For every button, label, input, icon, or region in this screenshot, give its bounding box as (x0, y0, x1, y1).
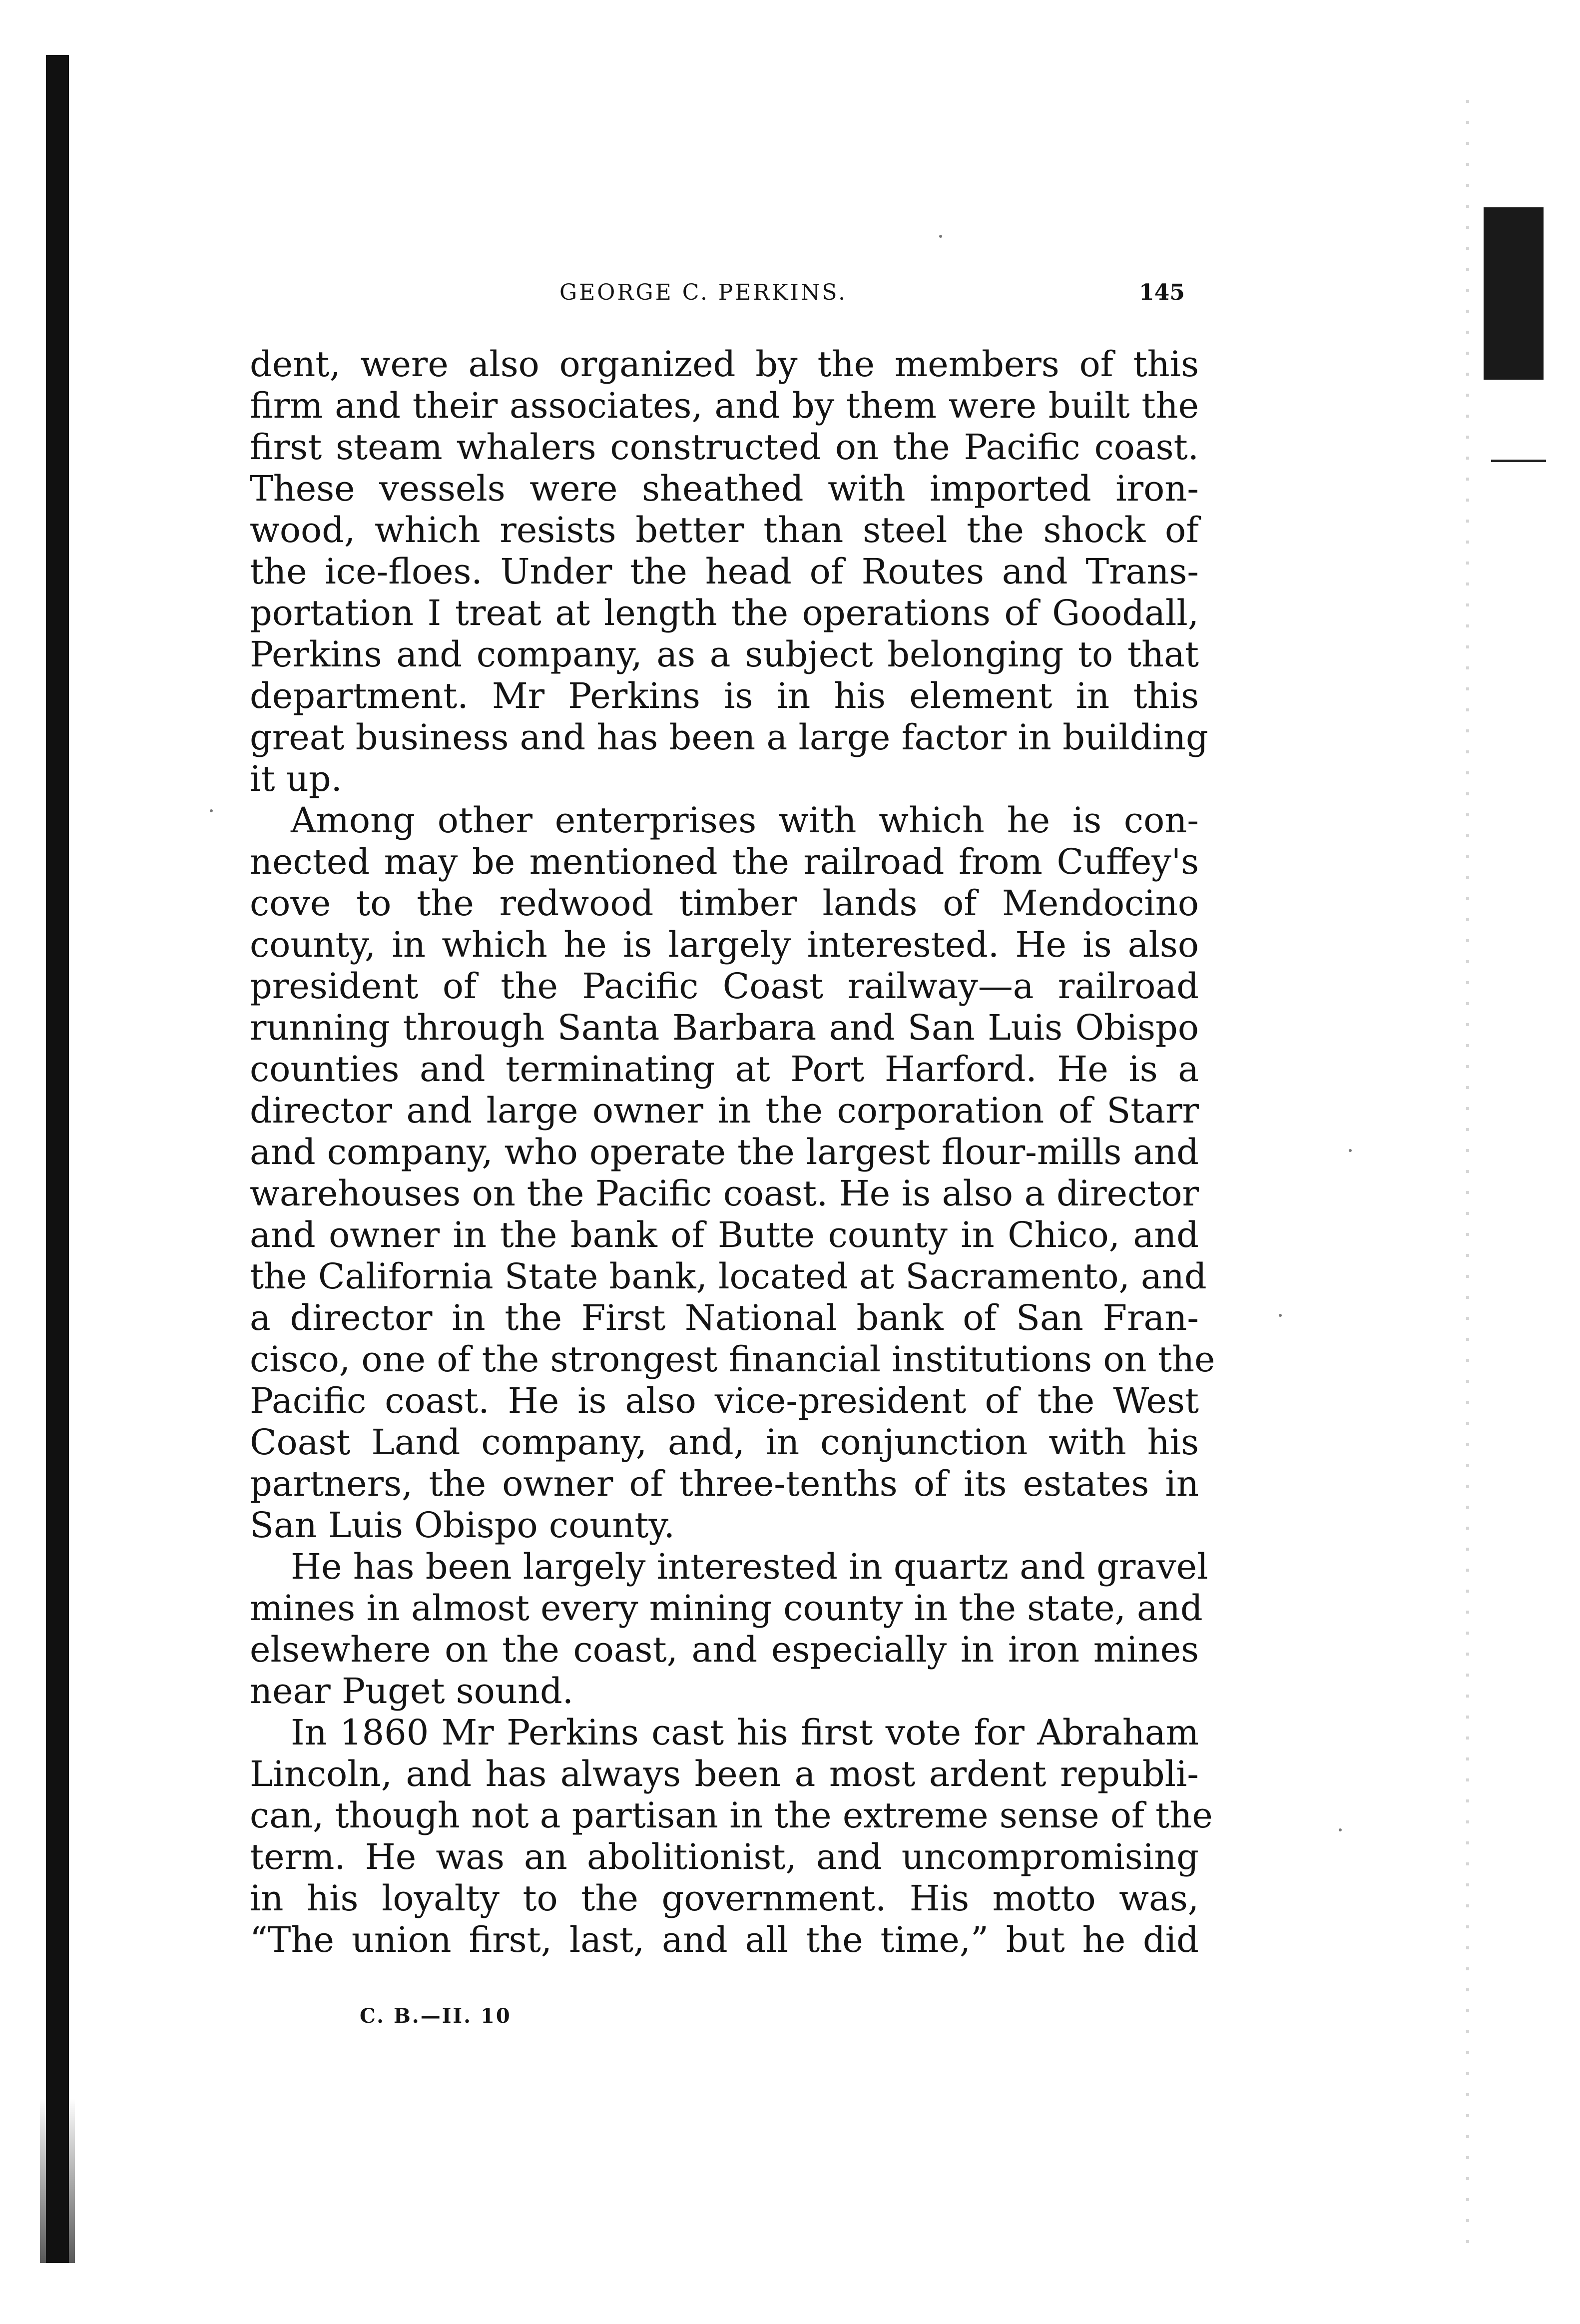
text-line: term. He was an abolitionist, and uncompromising (250, 1836, 1199, 1877)
text-line: department. Mr Perkins is in his element in this (250, 675, 1199, 716)
paragraph (250, 344, 1208, 800)
running-head: GEORGE C. PERKINS. (559, 280, 847, 305)
text-line: He has been largely interested in quartz and gravel (291, 1546, 1208, 1587)
signature-mark: C. B.—II. 10 (360, 2004, 512, 2028)
text-line: San Luis Obispo county. (250, 1505, 675, 1546)
text-line: Perkins and company, as a subject belonging to that (250, 634, 1199, 675)
text-line: in his loyalty to the government. His motto was, (250, 1878, 1199, 1919)
text-line: cove to the redwood timber lands of Mendocino (250, 883, 1199, 924)
text-line: Among other enterprises with which he is con- (291, 800, 1199, 841)
text-line: director and large owner in the corporation of Starr (250, 1090, 1199, 1131)
scan-binding-shadow (46, 55, 69, 2263)
scan-edge-specks (1466, 100, 1469, 2248)
text-line: In 1860 Mr Perkins cast his first vote for Abraham (291, 1712, 1199, 1753)
text-line: it up. (250, 758, 342, 799)
text-line: near Puget sound. (250, 1671, 574, 1712)
text-line: mines in almost every mining county in the state, and (250, 1588, 1203, 1629)
paragraph (250, 1712, 1213, 1961)
text-line: “The union first, last, and all the time,” but he did (250, 1919, 1199, 1960)
scan-speck (210, 809, 213, 812)
scan-speck (1279, 1314, 1282, 1317)
text-line: firm and their associates, and by them were built the (250, 385, 1199, 426)
text-line: Coast Land company, and, in conjunction with his (250, 1422, 1199, 1463)
scan-edge-mark (1484, 207, 1544, 380)
text-line: wood, which resists better than steel the shock of (250, 510, 1199, 551)
text-line: president of the Pacific Coast railway—a railroad (250, 966, 1199, 1007)
text-line: county, in which he is largely interested. He is also (250, 924, 1199, 965)
body-text (250, 344, 1215, 1961)
text-line: portation I treat at length the operations of Goodall, (250, 592, 1199, 633)
paragraph (250, 800, 1215, 1546)
text-line: These vessels were sheathed with imported iron- (250, 468, 1199, 509)
text-line: a director in the First National bank of San Fran- (250, 1297, 1199, 1338)
text-line: and company, who operate the largest flour-mills and (250, 1132, 1199, 1172)
page-header (250, 280, 1199, 320)
text-line: warehouses on the Pacific coast. He is also a director (250, 1173, 1199, 1214)
scan-speck (1339, 1828, 1342, 1831)
text-line: can, though not a partisan in the extreme sense of the (250, 1795, 1213, 1836)
text-line: great business and has been a large factor in building (250, 717, 1208, 758)
text-line: nected may be mentioned the railroad from Cuffey's (250, 841, 1199, 882)
text-line: running through Santa Barbara and San Luis Obispo (250, 1007, 1199, 1048)
text-line: first steam whalers constructed on the Pacific coast. (250, 427, 1199, 468)
text-line: Pacific coast. He is also vice-president of the West (250, 1380, 1199, 1421)
text-line: Lincoln, and has always been a most ardent republi- (250, 1753, 1199, 1794)
scan-binding-shadow-fade (40, 2098, 75, 2263)
scan-speck (939, 235, 942, 238)
text-line: partners, the owner of three-tenths of its estates in (250, 1463, 1199, 1504)
page-number: 145 (1139, 280, 1185, 305)
text-line: the ice-floes. Under the head of Routes and Trans- (250, 551, 1199, 592)
text-line: counties and terminating at Port Harford. He is a (250, 1049, 1199, 1090)
text-line: dent, were also organized by the members of this (250, 344, 1199, 385)
text-line: and owner in the bank of Butte county in Chico, and (250, 1214, 1199, 1255)
paragraph (250, 1546, 1208, 1712)
text-line: elsewhere on the coast, and especially in iron mines (250, 1629, 1199, 1670)
text-line: cisco, one of the strongest financial institutions on the (250, 1339, 1215, 1380)
scan-speck (1349, 1149, 1352, 1152)
text-line: the California State bank, located at Sacramento, and (250, 1256, 1207, 1297)
scan-edge-rule (1491, 460, 1546, 462)
